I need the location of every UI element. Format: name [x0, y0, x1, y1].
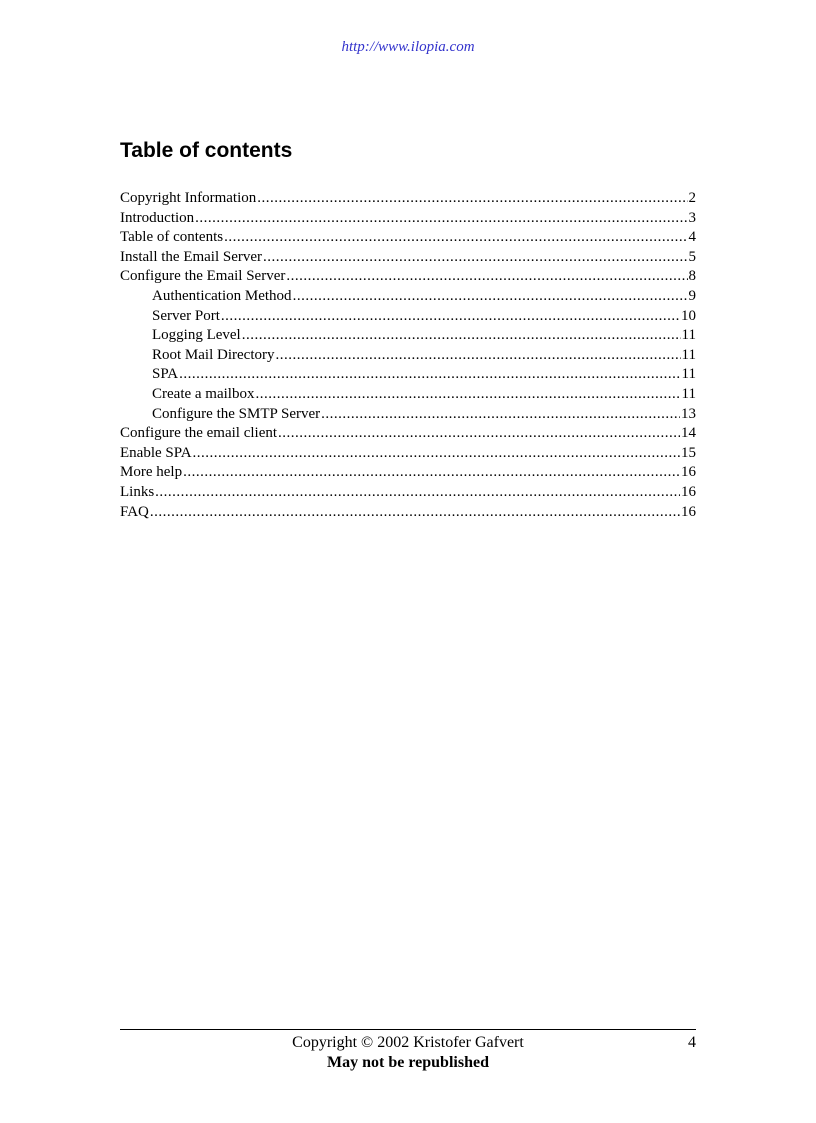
toc-entry-page: 3: [688, 209, 696, 226]
toc-entry-page: 8: [688, 268, 696, 285]
toc-entry[interactable]: [120, 287, 696, 307]
toc-leader-dots: [286, 267, 687, 287]
toc-leader-dots: [221, 307, 680, 327]
toc-entry-page: 16: [681, 464, 696, 481]
toc-entry[interactable]: [120, 267, 696, 287]
toc-entry-label: Configure the email client: [120, 425, 278, 442]
toc-entry-page: 11: [681, 385, 696, 402]
header-url-link[interactable]: http://www.ilopia.com: [341, 39, 475, 55]
toc-entry-page: 15: [681, 444, 696, 461]
toc-leader-dots: [278, 424, 680, 444]
toc-leader-dots: [195, 209, 687, 229]
toc-entry[interactable]: [120, 365, 696, 385]
toc-entry[interactable]: [120, 307, 696, 327]
toc-entry-label: Configure the SMTP Server: [152, 405, 321, 422]
footer-divider: [120, 1029, 696, 1030]
footer-copyright: Copyright © 2002 Kristofer Gafvert: [292, 1034, 524, 1051]
toc-entry-label: Create a mailbox: [152, 385, 255, 402]
toc-entry-label: Logging Level: [152, 327, 241, 344]
toc-entry-label: SPA: [152, 366, 179, 383]
toc-entry-label: Copyright Information: [120, 190, 257, 206]
toc-entry-page: 5: [688, 248, 696, 265]
toc-list: [120, 189, 696, 522]
toc-entry[interactable]: [120, 228, 696, 248]
toc-entry-page: 9: [688, 287, 696, 304]
toc-leader-dots: [257, 189, 687, 209]
toc-entry[interactable]: [120, 326, 696, 346]
toc-leader-dots: [155, 483, 680, 503]
toc-entry[interactable]: [120, 405, 696, 425]
toc-entry[interactable]: [120, 209, 696, 229]
toc-entry[interactable]: [120, 189, 696, 209]
toc-entry-label: Links: [120, 483, 155, 500]
toc-leader-dots: [242, 326, 681, 346]
toc-entry-label: Server Port: [152, 307, 220, 324]
toc-leader-dots: [263, 248, 687, 268]
toc-leader-dots: [255, 385, 680, 405]
toc-leader-dots: [183, 463, 680, 483]
footer-notice: May not be republished: [327, 1054, 489, 1071]
toc-leader-dots: [321, 405, 680, 425]
toc-entry-page: 11: [681, 346, 696, 363]
toc-entry-page: 11: [681, 366, 696, 383]
toc-entry-label: Authentication Method: [152, 287, 292, 304]
toc-entry[interactable]: [120, 463, 696, 483]
toc-entry-page: 14: [681, 425, 696, 442]
toc-entry-page: 16: [681, 483, 696, 500]
toc-entry-label: Enable SPA: [120, 444, 192, 461]
toc-leader-dots: [224, 228, 687, 248]
page-title: Table of contents: [120, 139, 293, 162]
toc-entry-label: Introduction: [120, 209, 195, 226]
toc-entry-label: Install the Email Server: [120, 248, 263, 265]
toc-entry[interactable]: [120, 385, 696, 405]
toc-entry-page: 11: [681, 327, 696, 344]
footer-page-number: 4: [688, 1034, 696, 1051]
toc-entry-label: Configure the Email Server: [120, 268, 286, 285]
toc-leader-dots: [150, 503, 680, 523]
toc-entry-label: More help: [120, 464, 183, 481]
toc-entry-page: 16: [681, 503, 696, 520]
toc-entry-label: Root Mail Directory: [152, 346, 275, 363]
toc-entry[interactable]: [120, 444, 696, 464]
toc-entry-page: 2: [688, 190, 696, 206]
toc-leader-dots: [293, 287, 688, 307]
toc-leader-dots: [179, 365, 680, 385]
toc-entry[interactable]: [120, 346, 696, 366]
toc-entry-page: 4: [688, 229, 696, 246]
toc-leader-dots: [193, 444, 680, 464]
toc-entry-page: 10: [681, 307, 696, 324]
toc-entry[interactable]: [120, 424, 696, 444]
toc-entry-page: 13: [681, 405, 696, 422]
toc-entry[interactable]: [120, 248, 696, 268]
toc-leader-dots: [275, 346, 680, 366]
toc-entry[interactable]: [120, 483, 696, 503]
toc-entry[interactable]: [120, 503, 696, 523]
toc-entry-label: FAQ: [120, 503, 149, 520]
toc-entry-label: Table of contents: [120, 229, 224, 246]
